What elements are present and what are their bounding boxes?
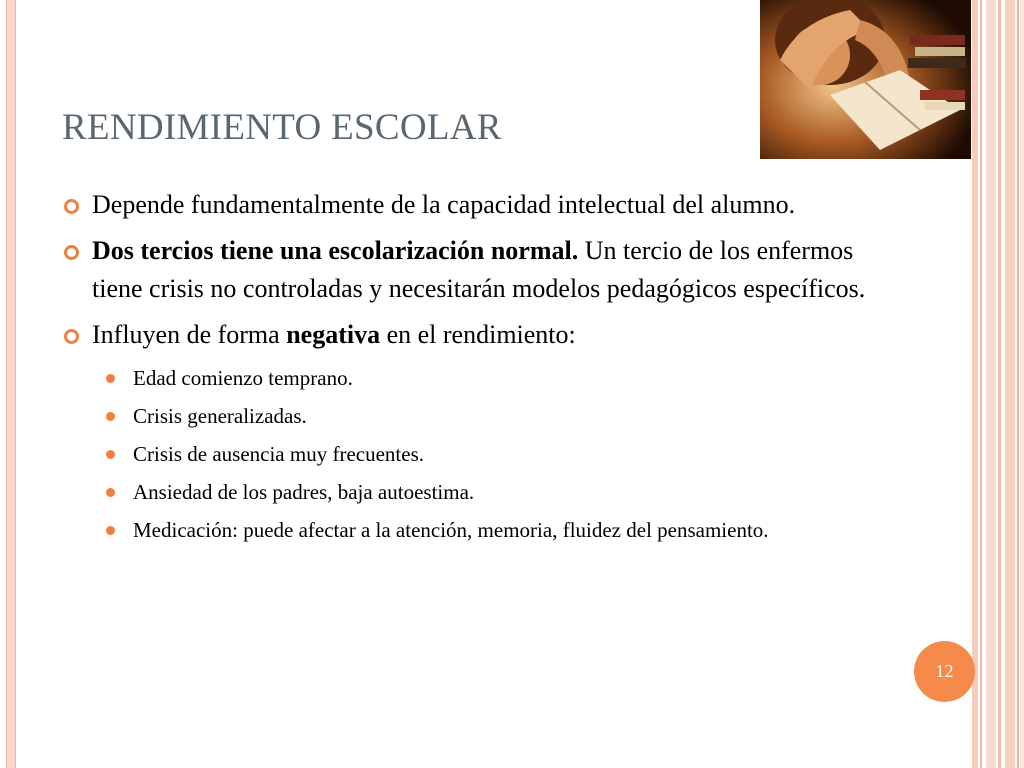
sub-bullet-item: [62, 400, 882, 432]
slide-title: RENDIMIENTO ESCOLAR: [62, 107, 502, 148]
sub-bullet-text: Ansiedad de los padres, baja autoestima.: [133, 480, 475, 504]
dot-bullet-icon: [106, 526, 115, 535]
bullet-item: [62, 316, 882, 354]
sub-bullet-text: Crisis de ausencia muy frecuentes.: [133, 442, 424, 466]
ring-bullet-icon: [64, 329, 79, 344]
bullet-text-post: en el rendimiento:: [380, 320, 576, 349]
bullet-item: [62, 186, 882, 224]
ring-bullet-icon: [64, 199, 79, 214]
page-number-badge: 12: [914, 641, 975, 702]
dot-bullet-icon: [106, 488, 115, 497]
student-studying-photo: [760, 0, 971, 159]
bullet-text-pre: Influyen de forma: [92, 320, 287, 349]
sub-bullet-item: [62, 362, 882, 394]
bullet-bold-text: Dos tercios tiene una escolarización normal.: [92, 236, 579, 265]
sub-bullet-text: Crisis generalizadas.: [133, 404, 307, 428]
sub-bullet-item: [62, 514, 882, 546]
right-stripes-decoration: [972, 0, 1024, 768]
dot-bullet-icon: [106, 412, 115, 421]
sub-bullet-item: [62, 438, 882, 470]
dot-bullet-icon: [106, 450, 115, 459]
dot-bullet-icon: [106, 374, 115, 383]
bullet-bold-text: negativa: [286, 320, 381, 349]
bullet-text: Depende fundamentalmente de la capacidad intelectual del alumno.: [92, 190, 796, 219]
sub-bullet-list: [62, 362, 882, 546]
bullet-item: [62, 232, 882, 308]
sub-bullet-item: [62, 476, 882, 508]
left-border-decoration: [6, 0, 16, 768]
sub-bullet-text: Edad comienzo temprano.: [133, 366, 353, 390]
sub-bullet-text: Medicación: puede afectar a la atención, memoria, fluidez del pensamiento.: [133, 518, 769, 542]
ring-bullet-icon: [64, 245, 79, 260]
bullet-list: [62, 186, 882, 552]
bullet-text: Un tercio de los enfermos tiene crisis no controladas y necesitarán modelos pedagógicos específicos.: [92, 236, 866, 303]
